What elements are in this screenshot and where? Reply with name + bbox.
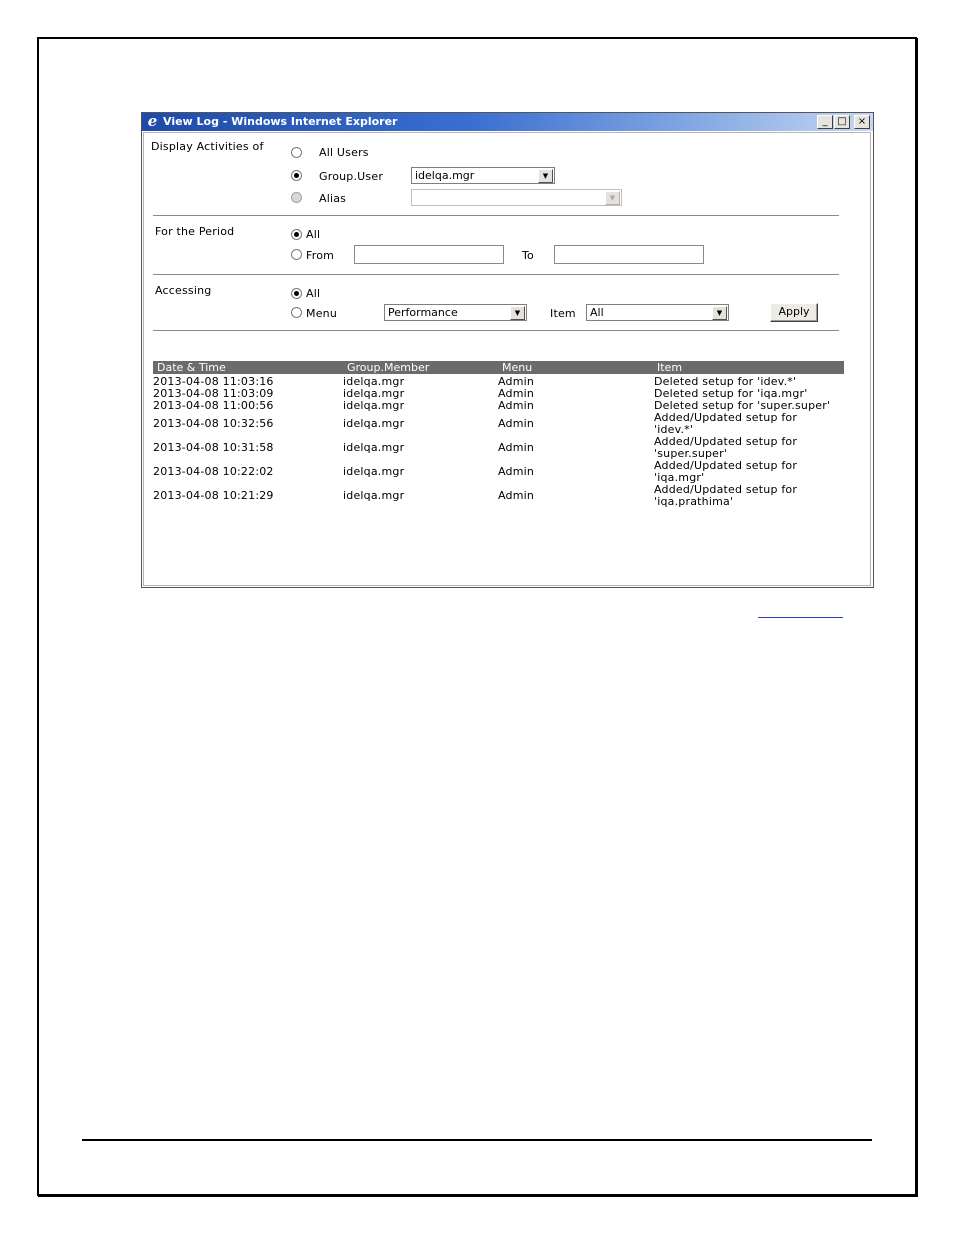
- title-bar[interactable]: [142, 113, 873, 131]
- cell-menu: Admin: [498, 441, 535, 454]
- cell-datetime: 2013-04-08 10:21:29: [153, 489, 274, 502]
- cell-menu: Admin: [498, 489, 535, 502]
- log-table-header: [153, 361, 844, 374]
- column-header-member: Group.Member: [347, 361, 430, 374]
- alias-radio[interactable]: [291, 192, 302, 203]
- cell-member: idelqa.mgr: [343, 489, 405, 502]
- from-label: From: [306, 249, 335, 262]
- cell-menu: Admin: [498, 417, 535, 430]
- section-divider: [153, 215, 839, 216]
- accessing-all-label: All: [306, 287, 321, 300]
- minimize-button[interactable]: _: [817, 115, 833, 129]
- column-header-item: Item: [657, 361, 683, 374]
- display-activities-label: Display Activities of: [151, 140, 264, 153]
- chevron-down-icon[interactable]: ▼: [605, 191, 620, 205]
- apply-button[interactable]: Apply: [770, 303, 818, 322]
- footer-rule: [82, 1139, 872, 1141]
- cell-menu: Admin: [498, 399, 535, 412]
- chevron-down-icon[interactable]: ▼: [712, 306, 727, 320]
- cell-item: Added/Updated setup for: [654, 411, 798, 424]
- cell-item: Deleted setup for 'iqa.mgr': [654, 387, 808, 400]
- cell-item: Added/Updated setup for: [654, 459, 798, 472]
- cell-item: 'iqa.prathima': [654, 495, 734, 508]
- chevron-down-icon[interactable]: ▼: [510, 306, 525, 320]
- to-date-input[interactable]: [554, 245, 704, 264]
- cell-member: idelqa.mgr: [343, 465, 405, 478]
- internet-explorer-icon: e: [147, 112, 158, 130]
- cell-member: idelqa.mgr: [343, 387, 405, 400]
- cell-item: Deleted setup for 'super.super': [654, 399, 831, 412]
- chevron-down-icon[interactable]: ▼: [538, 169, 553, 183]
- section-divider: [153, 274, 839, 275]
- all-users-label: All Users: [319, 146, 369, 159]
- item-select-value: All: [590, 306, 604, 319]
- window-title: View Log - Windows Internet Explorer: [163, 115, 398, 128]
- cell-menu: Admin: [498, 465, 535, 478]
- to-label: To: [522, 249, 534, 262]
- cell-item: Added/Updated setup for: [654, 483, 798, 496]
- period-all-label: All: [306, 228, 321, 241]
- cell-item: Deleted setup for 'idev.*': [654, 375, 797, 388]
- item-select[interactable]: [586, 304, 729, 321]
- all-users-radio[interactable]: [291, 147, 302, 158]
- cell-member: idelqa.mgr: [343, 375, 405, 388]
- close-button[interactable]: ×: [854, 115, 870, 129]
- cell-datetime: 2013-04-08 11:03:09: [153, 387, 274, 400]
- from-date-input[interactable]: [354, 245, 504, 264]
- menu-select-value: Performance: [388, 306, 458, 319]
- accessing-label: Accessing: [155, 284, 212, 297]
- alias-select[interactable]: [411, 189, 622, 206]
- group-user-value: idelqa.mgr: [415, 169, 475, 182]
- cell-item: 'iqa.mgr': [654, 471, 705, 484]
- group-user-label: Group.User: [319, 170, 384, 183]
- item-label: Item: [550, 307, 576, 320]
- column-header-datetime: Date & Time: [157, 361, 226, 374]
- cell-member: idelqa.mgr: [343, 399, 405, 412]
- menu-label: Menu: [306, 307, 338, 320]
- window-content: [143, 132, 871, 586]
- accessing-all-radio[interactable]: [291, 288, 302, 299]
- cell-item: Added/Updated setup for: [654, 435, 798, 448]
- view-log-window: [141, 112, 874, 588]
- period-from-radio[interactable]: [291, 249, 302, 260]
- menu-select[interactable]: [384, 304, 527, 321]
- link-underline[interactable]: [758, 617, 843, 618]
- cell-member: idelqa.mgr: [343, 441, 405, 454]
- cell-datetime: 2013-04-08 11:03:16: [153, 375, 274, 388]
- cell-member: idelqa.mgr: [343, 417, 405, 430]
- group-user-select[interactable]: [411, 167, 555, 184]
- period-label: For the Period: [155, 225, 235, 238]
- accessing-menu-radio[interactable]: [291, 307, 302, 318]
- cell-item: 'super.super': [654, 447, 728, 460]
- cell-datetime: 2013-04-08 10:32:56: [153, 417, 274, 430]
- cell-datetime: 2013-04-08 11:00:56: [153, 399, 274, 412]
- maximize-button[interactable]: □: [834, 115, 850, 129]
- alias-label: Alias: [319, 192, 347, 205]
- section-divider: [153, 330, 839, 331]
- cell-datetime: 2013-04-08 10:31:58: [153, 441, 274, 454]
- cell-menu: Admin: [498, 375, 535, 388]
- column-header-menu: Menu: [502, 361, 533, 374]
- cell-item: 'idev.*': [654, 423, 694, 436]
- cell-datetime: 2013-04-08 10:22:02: [153, 465, 274, 478]
- period-all-radio[interactable]: [291, 229, 302, 240]
- cell-menu: Admin: [498, 387, 535, 400]
- group-user-radio[interactable]: [291, 170, 302, 181]
